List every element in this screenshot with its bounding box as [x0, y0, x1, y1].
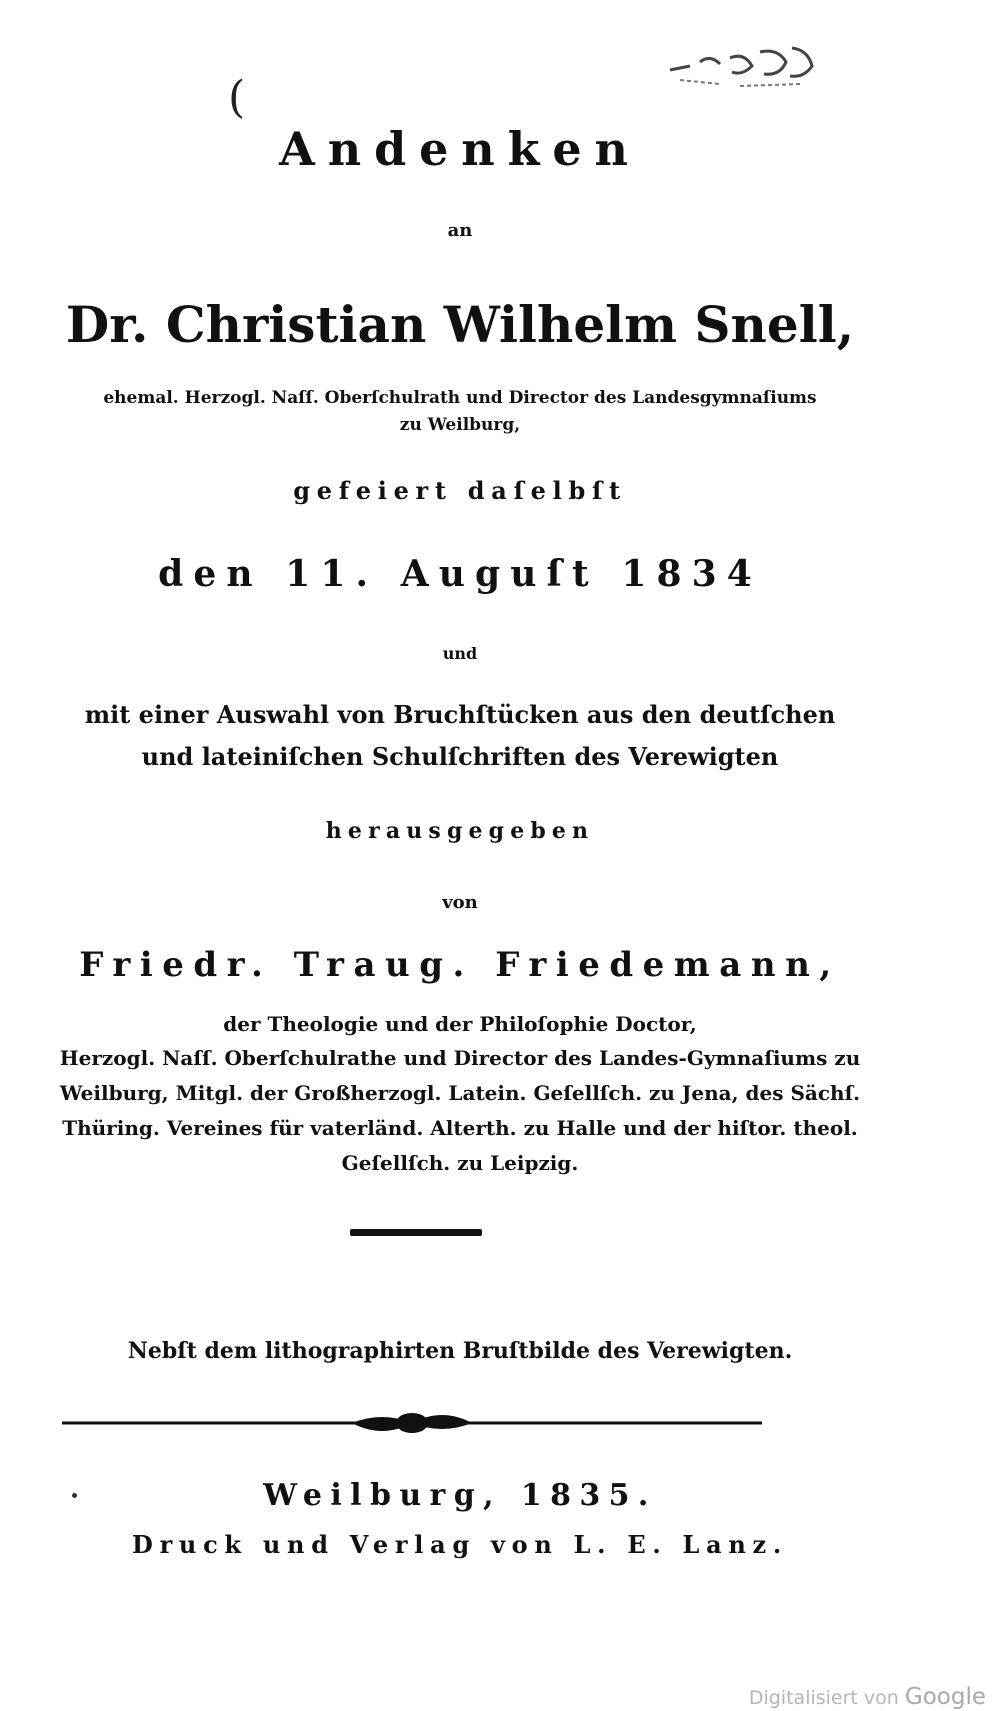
pencil-paren-mark: (	[228, 72, 246, 123]
subject-office-line2: zu Weilburg,	[399, 415, 521, 435]
editor-name: Friedr. Traug. Friedemann,	[79, 945, 841, 985]
von-connector: von	[442, 892, 478, 913]
editor-credentials-line: Thüring. Vereines für vaterländ. Alterth. zu Halle und der hiſtor. theol.	[62, 1116, 858, 1140]
celebrated-line: gefeiert daſelbſt	[293, 476, 627, 505]
subject-office-line1: ehemal. Herzogl. Naſſ. Oberſchulrath und Director des Landesgymnaſiums	[103, 388, 817, 408]
divider-rule	[350, 1229, 482, 1236]
selection-line1: mit einer Auswahl von Bruchſtücken aus den deutſchen	[84, 700, 836, 729]
title-connector: an	[447, 220, 473, 241]
editor-credentials-line: der Theologie und der Philoſophie Doctor,	[223, 1012, 697, 1036]
watermark-prefix: Digitalisiert von	[748, 1687, 899, 1709]
celebration-date: den 11. Auguſt 1834	[158, 553, 762, 595]
selection-line2: und lateiniſchen Schulſchriften des Verewigten	[141, 742, 779, 771]
imprint-place: Weilburg, 1835.	[263, 1478, 657, 1513]
portrait-note: Nebſt dem lithographirten Bruſtbilde des Verewigten.	[127, 1338, 793, 1364]
edited-line: herausgegeben	[325, 818, 595, 844]
editor-credentials-line: Herzogl. Naſſ. Oberſchulrathe und Director des Landes-Gymnaſiums zu	[59, 1046, 861, 1070]
editor-credentials-line: Geſellſch. zu Leipzig.	[341, 1151, 579, 1175]
digitization-watermark	[749, 1684, 986, 1710]
imprint-printer: Druck und Verlag von L. E. Lanz.	[132, 1530, 788, 1559]
book-title: Andenken	[279, 122, 641, 176]
library-stamp-mark	[660, 40, 820, 100]
und-connector: und	[442, 644, 478, 663]
editor-credentials-line: Weilburg, Mitgl. der Großherzogl. Latein. Geſellſch. zu Jena, des Sächſ.	[59, 1081, 861, 1105]
ornamental-rule	[62, 1408, 762, 1438]
subject-name: Dr. Christian Wilhelm Snell,	[65, 295, 855, 354]
google-logo: Google	[904, 1684, 986, 1710]
